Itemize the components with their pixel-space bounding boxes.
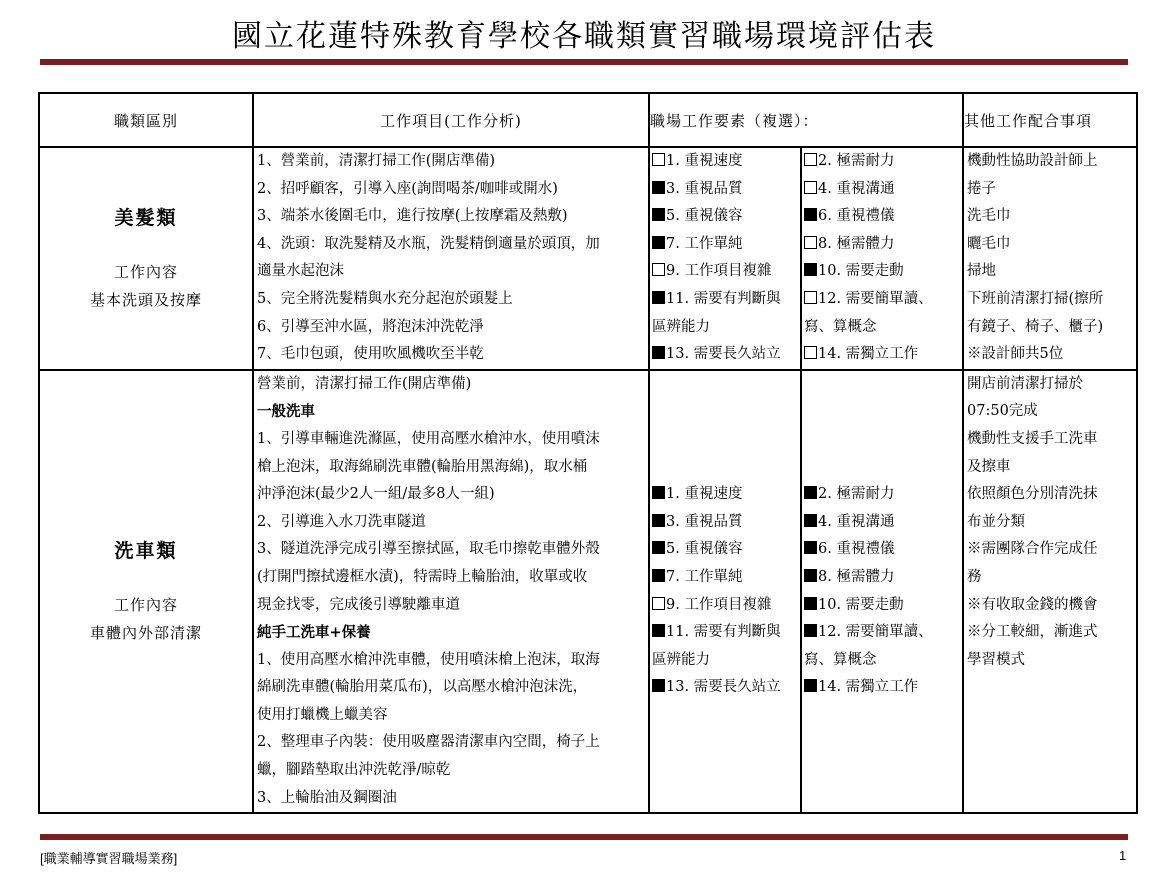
task-line: 營業前，清潔打掃工作(開店準備)	[257, 375, 472, 392]
task-line: 7、毛巾包頭，使用吹風機吹至半乾	[257, 346, 484, 363]
requirement-label: 13. 需要長久站立	[666, 679, 781, 696]
requirement-label: 區辨能力	[652, 651, 710, 668]
category-name: 美髮類	[114, 206, 178, 229]
requirement-label: 9. 工作項目複雜	[666, 263, 772, 280]
requirement-item	[650, 509, 800, 537]
task-line: 3、端茶水後圍毛巾，進行按摩(上按摩霜及熱敷)	[257, 208, 568, 225]
requirement-item	[650, 647, 800, 675]
requirements-left-cell	[649, 370, 801, 814]
blank-line	[650, 398, 800, 426]
note-line: 機動性支援手工洗車	[967, 430, 1098, 447]
task-line: 5、完全將洗髮精與水充分起泡於頭髮上	[257, 290, 513, 307]
requirements-right-cell	[801, 147, 963, 370]
checked-box-icon	[652, 679, 665, 692]
note-line: 務	[967, 568, 982, 585]
page-number: 1	[1119, 848, 1127, 863]
table-header-row	[39, 93, 1137, 147]
checked-box-icon	[804, 208, 817, 221]
requirement-item	[650, 258, 800, 286]
requirement-item	[802, 481, 962, 509]
blank-line	[650, 454, 800, 482]
checked-box-icon	[652, 208, 665, 221]
blank-line	[802, 398, 962, 426]
note-line: 及擦車	[967, 458, 1011, 475]
note-line: 07:50完成	[967, 403, 1038, 420]
category-sub-desc: 車體內外部清潔	[89, 624, 202, 642]
note-line: ※分工較細，漸進式	[967, 624, 1098, 641]
requirement-label: 10. 需要走動	[818, 596, 904, 613]
unchecked-box-icon	[804, 291, 817, 304]
requirement-label: 寫、算概念	[804, 651, 877, 668]
note-line: 下班前清潔打掃(擦所	[967, 290, 1104, 307]
task-line: 綿刷洗車體(輪胎用菜瓜布)，以高壓水槍沖泡沫洗，	[257, 679, 588, 696]
note-line: ※設計師共5位	[967, 346, 1064, 363]
footer-label: [職業輔導實習職場業務]	[40, 851, 178, 866]
task-line: 槍上泡沫，取海綿刷洗車體(輪胎用黑海綿)，取水桶	[257, 458, 588, 475]
header-notes: 其他工作配合事項	[963, 93, 1137, 147]
table-row	[39, 147, 1137, 370]
title-divider	[40, 59, 1128, 65]
task-line: 2、招呼顧客，引導入座(詢問喝茶/咖啡或開水)	[257, 180, 558, 197]
requirement-label: 6. 重視禮儀	[818, 541, 895, 558]
requirement-item	[802, 619, 962, 647]
blank-line	[802, 454, 962, 482]
tasks-cell	[253, 370, 649, 814]
requirement-item	[650, 148, 800, 176]
checked-box-icon	[652, 541, 665, 554]
requirement-item	[650, 674, 800, 702]
requirement-label: 14. 需獨立工作	[818, 679, 919, 696]
task-line: (打開門擦拭邊框水漬)，特需時上輪胎油，收單或收	[257, 568, 588, 585]
requirement-item	[802, 314, 962, 342]
requirement-item	[802, 231, 962, 259]
task-line: 2、引導進入水刀洗車隧道	[257, 513, 426, 530]
checked-box-icon	[652, 291, 665, 304]
checked-box-icon	[804, 624, 817, 637]
category-name: 洗車類	[114, 540, 178, 562]
requirements-left-cell	[649, 147, 801, 370]
page-title: 國立花蓮特殊教育學校各職類實習職場環境評估表	[232, 19, 936, 54]
category-cell	[39, 147, 253, 370]
requirement-label: 寫、算概念	[804, 318, 877, 335]
requirement-label: 14. 需獨立工作	[818, 346, 919, 363]
note-line: 機動性協助設計師上	[967, 153, 1098, 169]
requirement-label: 10. 需要走動	[818, 263, 904, 280]
checked-box-icon	[652, 486, 665, 499]
task-line: 1、引導車輛進洗滌區，使用高壓水槍沖水，使用噴沫	[257, 430, 600, 447]
requirement-item	[802, 592, 962, 620]
unchecked-box-icon	[652, 153, 665, 166]
checked-box-icon	[804, 597, 817, 610]
unchecked-box-icon	[804, 236, 817, 249]
requirement-item	[650, 564, 800, 592]
requirement-item	[802, 536, 962, 564]
note-line: 有鏡子、椅子、櫃子)	[967, 318, 1104, 335]
requirement-label: 1. 重視速度	[666, 486, 743, 503]
requirement-item	[650, 286, 800, 314]
blank-line	[802, 426, 962, 454]
requirement-label: 8. 極需體力	[818, 568, 895, 585]
blank-line	[650, 426, 800, 454]
task-section-heading: 一般洗車	[257, 403, 315, 421]
note-line: 依照顏色分別清洗抹	[967, 486, 1098, 503]
requirement-label: 12. 需要簡單讀、	[818, 290, 933, 307]
footer-divider	[40, 834, 1128, 840]
category-sub-desc: 基本洗頭及按摩	[89, 290, 202, 309]
requirements-right-cell	[801, 370, 963, 814]
category-sub-label: 工作內容	[113, 596, 178, 614]
task-line: 6、引導至沖水區，將泡沫沖洗乾淨	[257, 318, 484, 335]
blank-line	[802, 371, 962, 399]
requirement-label: 9. 工作項目複雜	[666, 596, 772, 613]
checked-box-icon	[652, 346, 665, 359]
task-line: 使用打蠟機上蠟美容	[257, 706, 388, 723]
blank-line	[650, 371, 800, 399]
checked-box-icon	[804, 679, 817, 692]
task-line: 1、使用高壓水槍沖洗車體，使用噴沫槍上泡沫，取海	[257, 651, 600, 668]
checked-box-icon	[804, 514, 817, 527]
task-line: 3、隧道洗淨完成引導至擦拭區，取毛巾擦乾車體外殼	[257, 541, 600, 558]
requirement-label: 3. 重視品質	[666, 180, 743, 197]
task-line: 4、洗頭：取洗髮精及水瓶，洗髮精倒適量於頭頂，加	[257, 235, 600, 252]
evaluation-table	[38, 92, 1138, 814]
requirement-label: 11. 需要有判斷與	[666, 290, 781, 307]
requirement-item	[802, 286, 962, 314]
note-line: 掃地	[967, 263, 997, 280]
requirement-label: 13. 需要長久站立	[666, 346, 781, 363]
note-line: 學習模式	[967, 651, 1026, 668]
tasks-cell	[253, 147, 649, 370]
requirement-label: 12. 需要簡單讀、	[818, 624, 933, 641]
requirement-item	[802, 509, 962, 537]
note-line: 開店前清潔打掃於	[967, 375, 1084, 392]
checked-box-icon	[804, 541, 817, 554]
requirement-item	[650, 341, 800, 369]
requirement-label: 5. 重視儀容	[666, 208, 743, 225]
requirement-item	[650, 314, 800, 342]
requirement-label: 5. 重視儀容	[666, 541, 743, 558]
requirement-item	[802, 341, 962, 369]
requirement-item	[650, 619, 800, 647]
notes-cell	[963, 370, 1137, 814]
requirement-item	[802, 674, 962, 702]
unchecked-box-icon	[804, 181, 817, 194]
requirement-label: 11. 需要有判斷與	[666, 624, 781, 641]
task-line: 蠟，腳踏墊取出沖洗乾淨/晾乾	[257, 762, 451, 779]
checked-box-icon	[804, 486, 817, 499]
note-line: 洗毛巾	[967, 208, 1011, 225]
requirement-item	[802, 203, 962, 231]
requirement-label: 4. 重視溝通	[818, 180, 895, 197]
header-tasks: 工作項目(工作分析)	[253, 93, 649, 147]
checked-box-icon	[804, 263, 817, 276]
requirement-item	[650, 536, 800, 564]
checked-box-icon	[652, 514, 665, 527]
unchecked-box-icon	[652, 263, 665, 276]
task-line: 適量水起泡沫	[257, 263, 344, 280]
unchecked-box-icon	[804, 346, 817, 359]
requirement-label: 2. 極需耐力	[818, 153, 895, 169]
requirement-label: 8. 極需體力	[818, 235, 895, 252]
requirement-item	[802, 647, 962, 675]
requirement-label: 1. 重視速度	[666, 153, 743, 169]
note-line: ※需團隊合作完成任	[967, 541, 1098, 558]
table-row	[39, 370, 1137, 814]
checked-box-icon	[652, 181, 665, 194]
task-line: 1、營業前，清潔打掃工作(開店準備)	[257, 153, 496, 169]
task-line: 現金找零，完成後引導駛離車道	[257, 596, 460, 613]
note-line: 布並分類	[967, 513, 1026, 530]
task-line: 3、上輪胎油及鋼圈油	[257, 789, 397, 806]
header-category: 職類區別	[39, 93, 253, 147]
requirement-label: 6. 重視禮儀	[818, 208, 895, 225]
task-line: 2、整理車子內裝：使用吸塵器清潔車內空間，椅子上	[257, 734, 600, 751]
category-cell	[39, 370, 253, 814]
requirement-item	[650, 231, 800, 259]
task-section-heading: 純手工洗車+保養	[257, 624, 371, 642]
header-requirements: 職場工作要素（複選）：	[649, 93, 963, 147]
requirement-item	[802, 564, 962, 592]
requirement-label: 7. 工作單純	[666, 568, 743, 585]
note-line: 捲子	[967, 180, 997, 197]
requirement-item	[650, 203, 800, 231]
requirement-item	[802, 258, 962, 286]
requirement-label: 7. 工作單純	[666, 235, 743, 252]
task-line: 沖淨泡沫(最少2人一組/最多8人一組)	[257, 486, 495, 503]
note-line: ※有收取金錢的機會	[967, 596, 1098, 613]
requirement-label: 3. 重視品質	[666, 513, 743, 530]
note-line: 曬毛巾	[967, 235, 1011, 252]
requirement-item	[650, 176, 800, 204]
requirement-item	[650, 481, 800, 509]
checked-box-icon	[652, 236, 665, 249]
requirement-label: 區辨能力	[652, 318, 710, 335]
requirement-item	[650, 592, 800, 620]
category-sub-label: 工作內容	[113, 262, 178, 281]
requirement-label: 2. 極需耐力	[818, 486, 895, 503]
requirement-item	[802, 176, 962, 204]
notes-cell	[963, 147, 1137, 370]
requirement-item	[802, 148, 962, 176]
requirement-label: 4. 重視溝通	[818, 513, 895, 530]
checked-box-icon	[652, 624, 665, 637]
checked-box-icon	[652, 569, 665, 582]
unchecked-box-icon	[652, 597, 665, 610]
checked-box-icon	[804, 569, 817, 582]
unchecked-box-icon	[804, 153, 817, 166]
